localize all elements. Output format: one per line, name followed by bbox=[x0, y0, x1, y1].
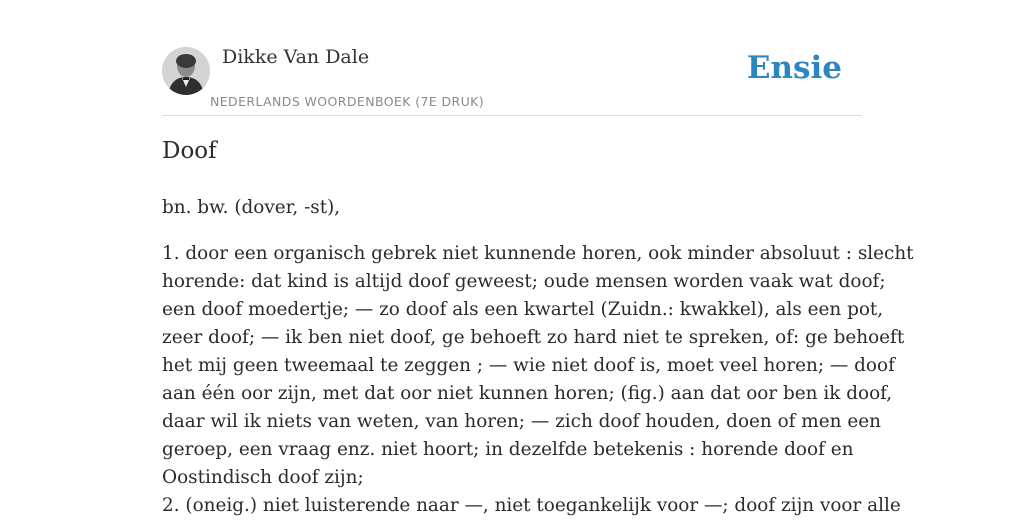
portrait-photo-icon bbox=[162, 47, 210, 95]
sense-2-line: 2. (oneig.) niet luisterende naar —, niet toegankelijk voor —; doof zijn voor alle bbox=[162, 495, 901, 516]
header-divider bbox=[162, 115, 862, 116]
sense-1-line: Oostindisch doof zijn; bbox=[162, 467, 364, 488]
author-name[interactable]: Dikke Van Dale bbox=[222, 46, 370, 68]
entry-header bbox=[162, 44, 862, 116]
sense-1-line: daar wil ik niets van weten, van horen; — zich doof houden, doen of men een bbox=[162, 411, 881, 432]
sense-1 bbox=[162, 240, 914, 520]
ensie-logo[interactable]: Ensie bbox=[746, 50, 842, 86]
sense-1-line: een doof moedertje; — zo doof als een kwartel (Zuidn.: kwakkel), als een pot, bbox=[162, 299, 884, 320]
sense-1-line: horende: dat kind is altijd doof geweest; oude mensen worden vaak wat doof; bbox=[162, 271, 886, 292]
source-label[interactable]: NEDERLANDS WOORDENBOEK (7E DRUK) bbox=[210, 94, 485, 109]
sense-1-line: 1. door een organisch gebrek niet kunnende horen, ook minder absoluut : slecht bbox=[162, 243, 914, 264]
author-avatar[interactable] bbox=[162, 47, 210, 95]
entry-title: Doof bbox=[162, 138, 217, 164]
entry-content bbox=[162, 138, 914, 520]
grammar-line: bn. bw. (dover, -st), bbox=[162, 197, 341, 218]
sense-1-line: geroep, een vraag enz. niet hoort; in dezelfde betekenis : horende doof en bbox=[162, 439, 854, 460]
sense-1-line: zeer doof; — ik ben niet doof, ge behoeft zo hard niet te spreken, of: ge behoeft bbox=[162, 327, 905, 348]
sense-1-line: het mij geen tweemaal te zeggen ; — wie niet doof is, moet veel horen; — doof bbox=[162, 355, 895, 376]
sense-1-line: aan één oor zijn, met dat oor niet kunnen horen; (fig.) aan dat oor ben ik doof, bbox=[162, 383, 893, 404]
